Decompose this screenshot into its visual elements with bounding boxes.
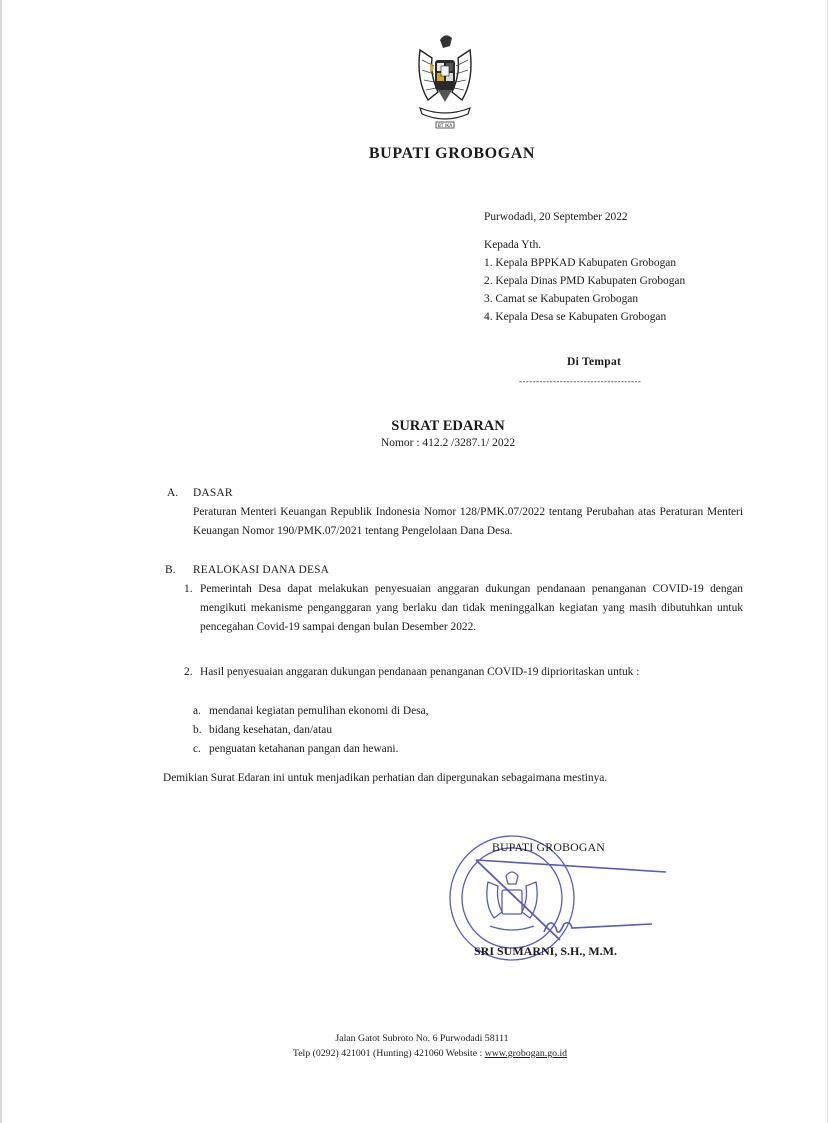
sublist-item bbox=[193, 702, 429, 721]
sublist-label: c. bbox=[193, 743, 201, 755]
section-a-body: Peraturan Menteri Keuangan Republik Indonesia Nomor 128/PMK.07/2022 tentang Perubahan atas Peraturan Menteri Keuangan Nomor 190/PMK.07/2021 tentang Pengelolaan Dana Desa. bbox=[193, 506, 743, 537]
page-edge-left bbox=[0, 0, 2, 1123]
section-b-label: B. bbox=[165, 564, 176, 576]
sublist-text: mendanai kegiatan pemulihan ekonomi di Desa, bbox=[209, 705, 429, 717]
sublist-label: b. bbox=[193, 724, 202, 736]
section-b-item-number: 1. bbox=[184, 583, 193, 595]
sublist-item bbox=[193, 721, 429, 740]
header-title-text: BUPATI GROBOGAN bbox=[368, 145, 536, 162]
recipient-item: 2. Kepala Dinas PMD Kabupaten Grobogan bbox=[484, 275, 686, 287]
closing-statement: Demikian Surat Edaran ini untuk menjadikan perhatian dan dipergunakan sebagaimana mestinya. bbox=[163, 772, 608, 784]
sublist-label: a. bbox=[193, 705, 201, 717]
footer-contact-text: Telp (0292) 421001 (Hunting) 421060 Website : bbox=[292, 1048, 485, 1059]
signatory-title: BUPATI GROBOGAN bbox=[492, 840, 606, 854]
location-label: Di Tempat bbox=[567, 356, 622, 368]
footer-contact bbox=[0, 1048, 828, 1059]
sublist-text: penguatan ketahanan pangan dan hewani. bbox=[209, 743, 399, 755]
section-b-item-text: Hasil penyesuaian anggaran dukungan pendanaan penanganan COVID-19 diprioritaskan untuk : bbox=[200, 666, 640, 678]
circular-title bbox=[0, 418, 828, 435]
recipient-item: 3. Camat se Kabupaten Grobogan bbox=[484, 293, 639, 305]
section-b-item-text: Pemerintah Desa dapat melakukan penyesuaian anggaran dukungan pendanaan penanganan COVID-19 dengan mengikuti mekanisme penganggaran yang berlaku dan tidak meninggalkan kegiatan yang masih dibutuhkan untuk pencegahan Covid-19 sampai dengan bulan Desember 2022. bbox=[200, 583, 743, 633]
section-b-heading: REALOKASI DANA DESA bbox=[193, 564, 330, 576]
footer-address-text: Jalan Gatot Subroto No. 6 Purwodadi 58111 bbox=[335, 1033, 509, 1044]
section-a-label: A. bbox=[167, 487, 179, 499]
location-underline: ------------------------------------ bbox=[519, 376, 642, 386]
circular-number bbox=[0, 437, 828, 449]
sublist-text: bidang kesehatan, dan/atau bbox=[209, 724, 333, 736]
place-date: Purwodadi, 20 September 2022 bbox=[484, 211, 628, 223]
recipients-intro: Kepada Yth. bbox=[484, 239, 542, 251]
section-a-heading: DASAR bbox=[193, 487, 233, 499]
recipient-item: 1. Kepala BPPKAD Kabupaten Grobogan bbox=[484, 257, 677, 269]
circular-number-text: Nomor : 412.2 /3287.1/ 2022 bbox=[380, 437, 516, 449]
circular-title-text: SURAT EDARAN bbox=[391, 418, 505, 434]
sublist-item bbox=[193, 740, 429, 759]
recipient-list bbox=[484, 254, 685, 326]
recipient-item: 4. Kepala Desa se Kabupaten Grobogan bbox=[484, 311, 667, 323]
signatory-name: SRI SUMARNI, S.H., M.M. bbox=[474, 944, 618, 958]
garuda-emblem-icon bbox=[412, 30, 478, 138]
priority-sublist bbox=[193, 702, 429, 759]
recipient-block bbox=[484, 208, 685, 326]
footer-address bbox=[0, 1033, 828, 1044]
website-link[interactable]: www.grobogan.go.id bbox=[484, 1048, 568, 1059]
header-title bbox=[0, 145, 828, 163]
svg-text:BT IKA: BT IKA bbox=[437, 124, 453, 129]
section-b-item-number: 2. bbox=[184, 666, 193, 678]
